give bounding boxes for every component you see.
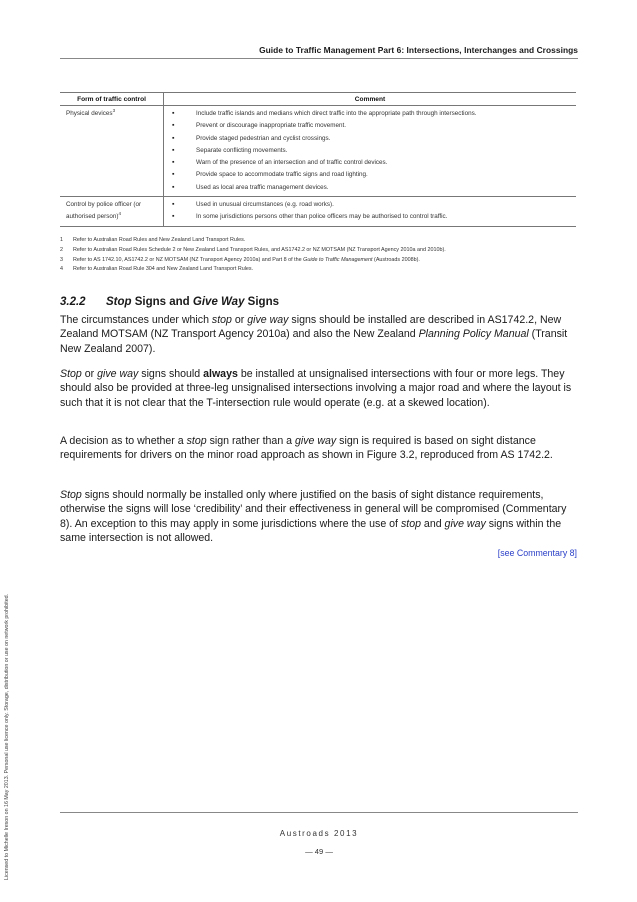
list-item: ▪ Provide staged pedestrian and cyclist crossings. [170, 133, 570, 145]
list-item: ▪ Include traffic islands and medians which direct traffic into the appropriate path through intersections. [170, 108, 570, 120]
commentary-link[interactable]: [see Commentary 8] [497, 548, 577, 558]
footnote: 3 Refer to AS 1742.10, AS1742.2 or NZ MOTSAM (NZ Transport Agency 2010a) and Part 8 of the Guide to Traffic Management (Austroads 2008b). [60, 256, 420, 263]
body-paragraph: The circumstances under which stop or give way signs should be installed are described in AS1742.2, New Zealand MOTSAM (NZ Transport Agency 2010a) and also the New Zealand Planning Policy Manual (Transit New Zealand 2007). [60, 314, 568, 355]
list-item: ▪ Warn of the presence of an intersection and of traffic control devices. [170, 157, 570, 169]
list-item: ▪ Used in unusual circumstances (e.g. road works). [170, 199, 570, 211]
comment-cell [164, 106, 577, 197]
column-header-comment: Comment [164, 93, 577, 106]
body-paragraph: Stop or give way signs should always be installed at unsignalised intersections with four or more legs. They should also be provided at three-leg unsignalised intersections involving a major road and where the layout is such that it is not clear that the T-intersection rule would operate (e.g. at a skewed location). [60, 368, 572, 409]
list-item: ▪ In some jurisdictions persons other than police officers may be authorised to control traffic. [170, 211, 570, 223]
table-footnotes [60, 236, 446, 275]
list-item: ▪ Prevent or discourage inappropriate traffic movement. [170, 120, 570, 132]
section-heading: 3.2.2 Stop Signs and Give Way Signs [60, 296, 279, 308]
header-divider [60, 58, 578, 59]
list-item: ▪ Provide space to accommodate traffic signs and road lighting. [170, 169, 570, 181]
page-number: — 49 — [305, 847, 333, 856]
footer-publisher: Austroads 2013 [279, 829, 359, 838]
footnote: 1 Refer to Australian Road Rules and New Zealand Land Transport Rules. [60, 237, 246, 243]
table-row [60, 197, 576, 227]
body-paragraph: Stop signs should normally be installed only where justified on the basis of sight distance requirements, otherwise the signs will lose ‘credibility’ and their effectiveness in general will be compromised (Commentary 8). An exception to this may apply in some jurisdictions where the use of stop and give way signs within the same intersection is not allowed. [60, 489, 567, 544]
comment-cell [164, 197, 577, 227]
control-cell: Physical devices$^3$ [60, 106, 164, 197]
control-cell: Control by police officer (or authorised person)$^4$ [60, 197, 164, 227]
list-item: ▪ Separate conflicting movements. [170, 145, 570, 157]
footnote: 2 Refer to Australian Road Rules Schedule 2 or New Zealand Land Transport Rules, and AS1742.2 or NZ MOTSAM (NZ Transport Agency 2010a and 2010b). [60, 246, 446, 253]
section-number: 3.2.2 [60, 296, 86, 308]
footer-divider [60, 812, 578, 813]
list-item: ▪ Used as local area traffic management devices. [170, 182, 570, 194]
body-paragraph: A decision as to whether a stop sign rather than a give way sign is required is based on sight distance requirements for drivers on the minor road approach as shown in Figure 3.2, reproduced from AS 1742.2. [60, 435, 553, 462]
traffic-control-table [60, 92, 576, 227]
licence-watermark: Licensed to Michelle Ireson on 16 May 2013. Personal use licence only. Storage, distribution or use on network prohibited. [4, 593, 10, 880]
column-header-control: Form of traffic control [60, 93, 164, 106]
running-header: Guide to Traffic Management Part 6: Intersections, Interchanges and Crossings [259, 45, 578, 55]
footnote: 4 Refer to Australian Road Rule 304 and New Zealand Land Transport Rules. [60, 266, 254, 273]
table-row [60, 106, 576, 197]
